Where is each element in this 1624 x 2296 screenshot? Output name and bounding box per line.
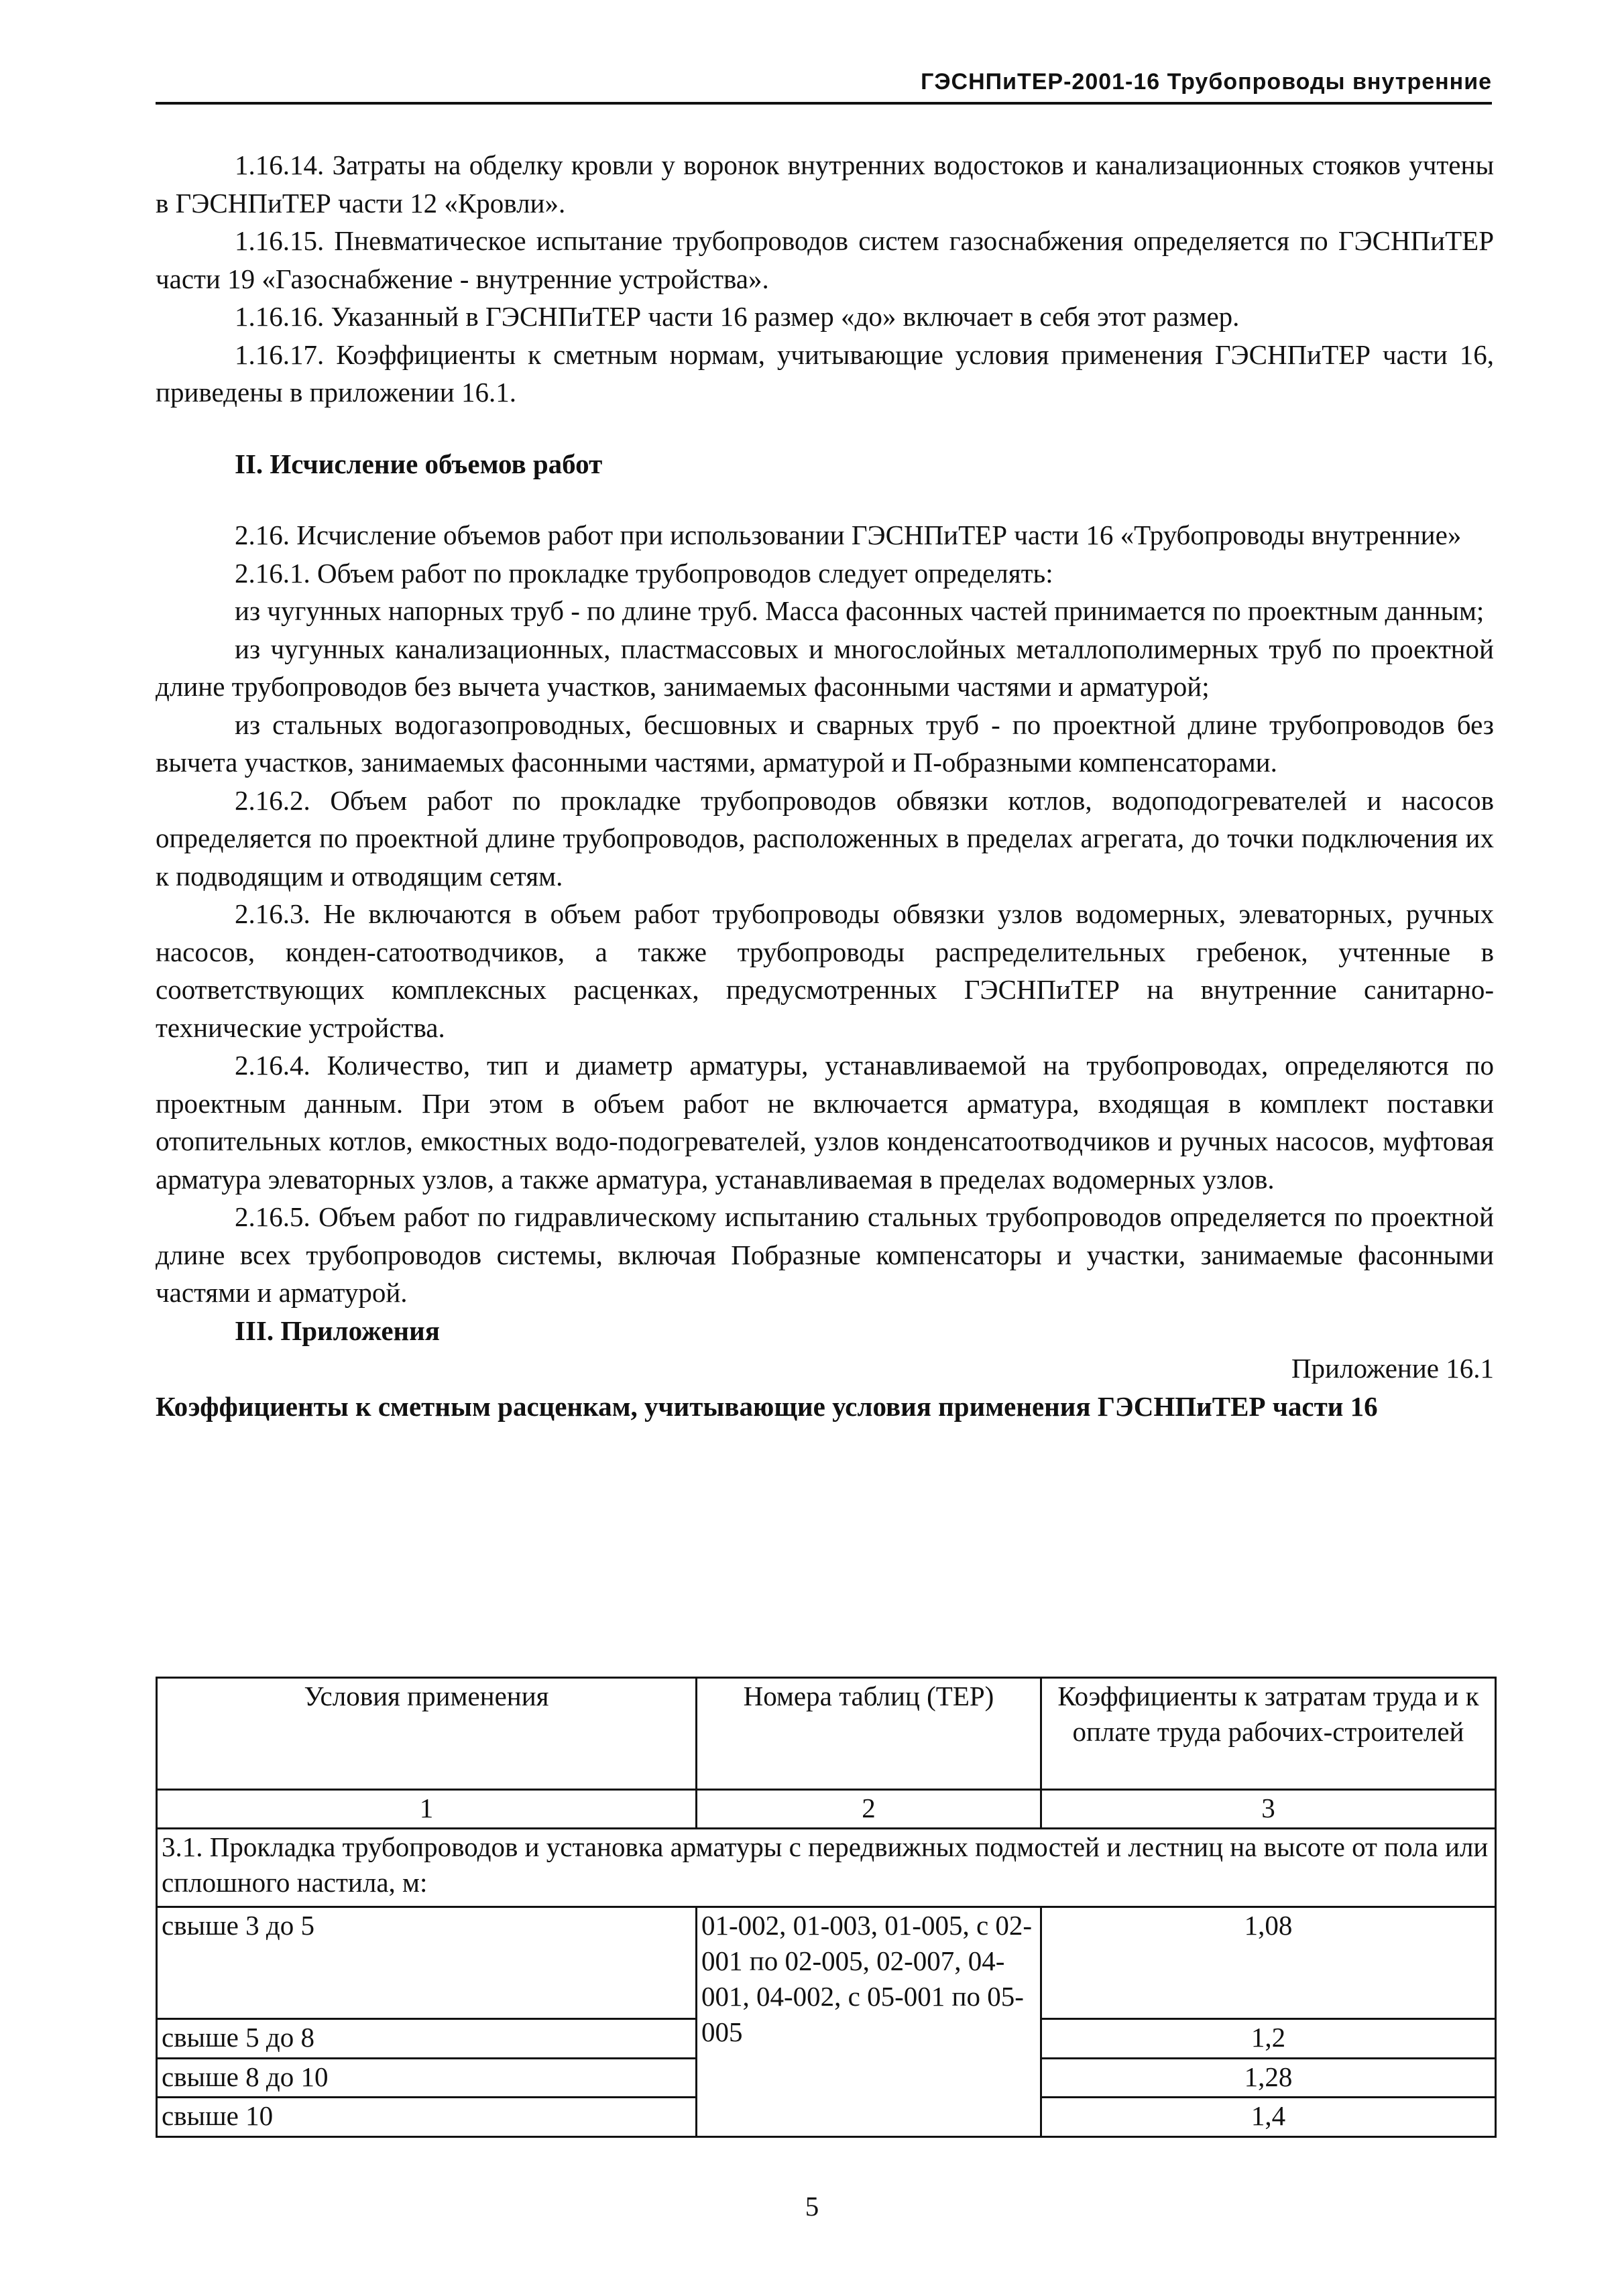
condition-cell: свыше 10: [157, 2098, 697, 2137]
paragraph-1-16-14: 1.16.14. Затраты на обделку кровли у воронок внутренних водостоков и канализационных стояков учтены в ГЭСНПиТЕР части 12 «Кровли».: [156, 149, 1494, 219]
annex-title: Коэффициенты к сметным расценкам, учитывающие условия применения ГЭСНПиТЕР части 16: [156, 1390, 1378, 1422]
paragraph-cast-iron-pressure: из чугунных напорных труб - по длине труб. Масса фасонных частей принимается по проектным данным;: [235, 595, 1485, 626]
paragraph-1-16-15: 1.16.15. Пневматическое испытание трубопроводов систем газоснабжения определяется по ГЭСНПиТЕР части 19 «Газоснабжение - внутренние устройства».: [156, 225, 1494, 294]
header-tables: Номера таблиц (ТЕР): [697, 1678, 1041, 1790]
paragraph-2-16-2: 2.16.2. Объем работ по прокладке трубопроводов обвязки котлов, водоподогревателей и насосов определяется по проектной длине трубопроводов, расположенных в пределах агрегата, до точки подключения их к подводящим и отводящим сетям.: [156, 784, 1494, 892]
group-description: 3.1. Прокладка трубопроводов и установка арматуры с передвижных подмостей и лестниц на высоте от пола или сплошного настила, м:: [157, 1829, 1496, 1907]
coefficient-cell: 1,28: [1041, 2058, 1496, 2098]
paragraph-2-16-4: 2.16.4. Количество, тип и диаметр арматуры, устанавливаемой на трубопроводах, определяются по проектным данным. При этом в объем работ не включается арматура, входящая в комплект поставки отопительных котлов, емкостных водо-подогревателей, узлов конденсатоотводчиков и ручных насосов, муфтовая арматура элеваторных узлов, а также арматура, устанавливаемая в пределах водомерных узлов.: [156, 1050, 1494, 1195]
paragraph-2-16-5: 2.16.5. Объем работ по гидравлическому испытанию стальных трубопроводов определяется по проектной длине всех трубопроводов системы, включая Побразные компенсаторы и участки, занимаемые фасонными частями и арматурой.: [156, 1201, 1494, 1308]
section-3-heading: III. Приложения: [235, 1315, 440, 1346]
condition-cell: свыше 3 до 5: [157, 1907, 697, 2019]
column-number: 2: [697, 1789, 1041, 1829]
condition-cell: свыше 5 до 8: [157, 2019, 697, 2059]
column-number: 3: [1041, 1789, 1496, 1829]
group-row: [157, 1829, 1496, 1907]
paragraph-1-16-16: 1.16.16. Указанный в ГЭСНПиТЕР части 16 размер «до» включает в себя этот размер.: [235, 301, 1240, 332]
paragraph-1-16-17: 1.16.17. Коэффициенты к сметным нормам, учитывающие условия применения ГЭСНПиТЕР части 16, приведены в приложении 16.1.: [156, 339, 1494, 408]
table-row: [157, 1907, 1496, 2019]
paragraph-2-16: 2.16. Исчисление объемов работ при использовании ГЭСНПиТЕР части 16 «Трубопроводы внутренние»: [235, 520, 1462, 550]
paragraph-steel-pipes: из стальных водогазопроводных, бесшовных и сварных труб - по проектной длине трубопроводов без вычета участков, занимаемых фасонными частями, арматурой и П-образными компенсаторами.: [156, 709, 1494, 778]
coefficient-cell: 1,08: [1041, 1907, 1496, 2019]
section-2-heading: II. Исчисление объемов работ: [235, 448, 603, 479]
page-body: [156, 146, 1494, 1425]
coefficient-cell: 1,4: [1041, 2098, 1496, 2137]
paragraph-2-16-1: 2.16.1. Объем работ по прокладке трубопроводов следует определять:: [235, 557, 1053, 589]
header-coefficients: Коэффициенты к затратам труда и к оплате труда рабочих-строителей: [1041, 1678, 1496, 1790]
paragraph-2-16-3: 2.16.3. Не включаются в объем работ трубопроводы обвязки узлов водомерных, элеваторных, ручных насосов, конден-сатоотводчиков, а также трубопроводы распределительных гребенок, учтенные в соответствующих комплексных расценках, предусмотренных ГЭСНПиТЕР на внутренние санитарно-технические устройства.: [156, 898, 1494, 1043]
annex-reference: Приложение 16.1: [1291, 1353, 1494, 1384]
coefficient-cell: 1,2: [1041, 2019, 1496, 2059]
paragraph-cast-iron-sewer: из чугунных канализационных, пластмассовых и многослойных металлополимерных труб по проектной длине трубопроводов без вычета участков, занимаемых фасонными частями и арматурой;: [156, 633, 1494, 702]
coefficients-table: [156, 1677, 1497, 2138]
running-header: ГЭСНПиТЕР-2001-16 Трубопроводы внутренние: [156, 62, 1492, 105]
condition-cell: свыше 8 до 10: [157, 2058, 697, 2098]
table-header-row: [157, 1678, 1496, 1790]
column-number-row: [157, 1789, 1496, 1829]
tables-ref-cell: 01-002, 01-003, 01-005, с 02-001 по 02-005, 02-007, 04-001, 04-002, с 05-001 по 05-005: [697, 1907, 1041, 2137]
page-number: 5: [805, 2191, 819, 2222]
header-conditions: Условия применения: [157, 1678, 697, 1790]
column-number: 1: [157, 1789, 697, 1829]
